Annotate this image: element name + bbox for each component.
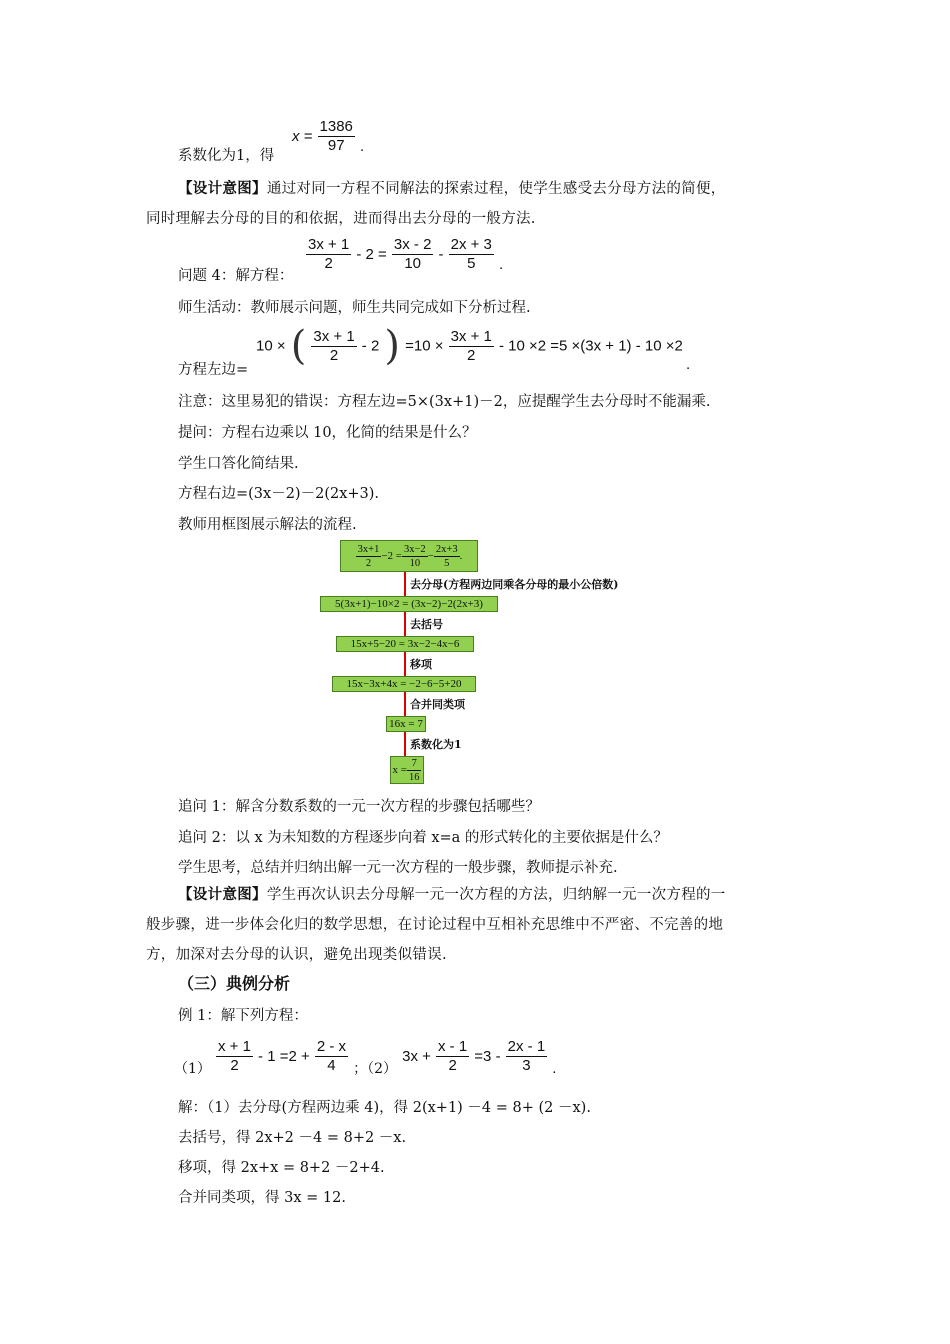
fb1-minus: − [427,550,434,562]
x-result-period: . [360,138,365,155]
fb1-frac2-num: 3x−2 [404,543,426,555]
design-intent-2 [146,880,806,970]
fb1-frac2-den: 10 [409,557,421,569]
left-side-equation [256,323,683,369]
flow-box-expanded: 5(3x+1)−10×2 = (3x−2)−2(2x+3) [320,596,498,612]
design-intent-2-text3: 方，加深对去分母的认识，避免出现类似错误. [146,947,447,963]
ex2-lhs: 3x + [402,1048,431,1065]
ls-close-paren: ) [384,323,401,369]
fb1-frac3-den: 5 [444,557,450,569]
ex1-frac-left [216,1038,253,1075]
solution-step-3: 移项，得 2x+x = 8+2 －2+4. [178,1160,385,1176]
p4-frac-2-den: 10 [404,255,421,272]
ex2-mid: =3 - [474,1048,501,1065]
p4-period: . [498,256,504,273]
fb1-frac3-num: 2x+3 [435,543,458,555]
flow-step-move-terms: 移项 [410,658,432,671]
x-fraction [318,118,355,155]
solution-step-2: 去括号，得 2x+2 －4 = 8+2 －x. [178,1130,407,1146]
fb6-num: 7 [407,757,422,771]
ex1-left-num: x + 1 [218,1038,251,1055]
attention-note: 注意：这里易犯的错误：方程左边=5×(3x+1)－2，应提醒学生去分母时不能漏乘. [178,394,711,410]
flow-box-moved: 15x−3x+4x = −2−6−5+20 [332,676,476,692]
ex2-left-num: x - 1 [438,1038,468,1055]
fb1-frac1-den: 2 [365,557,372,569]
ex2-frac-left [436,1038,469,1075]
ex1-right-den: 4 [327,1057,336,1074]
ls-inner-den: 2 [329,346,339,364]
ex1-mid: - 1 =2 + [258,1048,310,1065]
p4-frac-3 [449,236,494,273]
ex2-frac-right [506,1038,548,1075]
ls-rest: - 10 ×2 =5 ×(3x + 1) - 10 ×2 [498,337,683,355]
problem-4-label: 问题 4：解方程： [178,268,294,284]
ex1-left-den: 2 [230,1057,239,1074]
design-intent-1 [146,174,806,234]
p4-minus-two: - 2 = [356,246,387,263]
design-intent-2-lead: 【设计意图】 [178,886,267,903]
fb1-period: . [459,550,463,562]
ls-eq-ten: =10 × [405,337,444,355]
ex1-right-num: 2 - x [316,1038,347,1055]
ls-frac-den: 2 [467,346,476,364]
fb1-frac1-num: 3x+1 [357,543,380,555]
ex2-right-num: 2x - 1 [507,1038,546,1055]
student-think: 学生思考，总结并归纳出解一元一次方程的一般步骤，教师提示补充. [178,860,618,876]
flow-box-solution [390,756,424,784]
flow-step-combine: 合并同类项 [410,698,465,711]
ls-inner-num: 3x + 1 [313,327,355,345]
example-title: 例 1：解下列方程： [178,1008,308,1024]
follow-up-1: 追问 1：解含分数系数的一元一次方程的步骤包括哪些？ [178,799,540,815]
flow-step-remove-denominators: 去分母(方程两边同乘各分母的最小公倍数) [410,578,619,591]
coefficient-label: 系数化为1，得 [178,148,275,164]
section-heading: （三）典例分析 [178,974,291,993]
design-intent-1-text1: 通过对同一方程不同解法的探索过程，使学生感受去分母方法的简便， [266,181,726,197]
left-side-label: 方程左边= [178,362,249,378]
solution-step-4: 合并同类项，得 3x = 12. [178,1190,346,1206]
p4-frac-3-num: 2x + 3 [450,236,492,253]
ex1-frac-right [315,1038,348,1075]
ls-open-paren: ( [290,323,307,369]
p4-frac-2-num: 3x - 2 [393,236,432,253]
ask-note: 提问：方程右边乘以 10，化简的结果是什么？ [178,425,477,441]
fb1-mid: −2 = [381,550,403,562]
solution-step-1: 解：（1）去分母(方程两边乘 4)，得 2(x+1) －4 = 8+ (2 －x). [178,1100,591,1116]
answer-note: 学生口答化简结果. [178,456,299,472]
p4-frac-2 [392,236,434,273]
fb6-lhs: x = [392,764,407,776]
ls-inner-minus-two: - 2 [361,337,380,355]
p4-frac-1-den: 2 [324,255,333,272]
x-result-equation [292,118,364,155]
flow-step-remove-parentheses: 去括号 [410,618,443,631]
ex2-left-den: 2 [448,1057,457,1074]
flow-box-equation [340,540,478,572]
p4-minus: - [438,246,444,263]
problem-4-equation [306,236,503,273]
design-intent-2-text1: 学生再次认识去分母解一元一次方程的方法，归纳解一元一次方程的一 [266,887,726,903]
right-side-note: 方程右边=(3x－2)－2(2x+3). [178,486,380,502]
flow-box-no-parentheses: 15x+5−20 = 3x−2−4x−6 [336,636,474,652]
p4-frac-1 [306,236,351,273]
teacher-student-activity: 师生活动：教师展示问题，师生共同完成如下分析过程. [178,300,531,316]
p4-frac-1-num: 3x + 1 [308,236,350,253]
x-fraction-numerator: 1386 [319,118,353,135]
ex2-right-den: 3 [522,1057,531,1074]
ls-inner-frac [311,328,356,365]
design-intent-1-text2: 同时理解去分母的目的和依据，进而得出去分母的一般方法. [146,211,536,227]
teacher-flowchart-note: 教师用框图展示解法的流程. [178,517,357,533]
p4-frac-3-den: 5 [467,255,476,272]
example-equations [174,1038,556,1078]
x-fraction-denominator: 97 [327,137,345,154]
example-period: . [552,1060,557,1077]
design-intent-2-text2: 般步骤，进一步体会化归的数学思想，在讨论过程中互相补充思维中不严密、不完善的地 [146,917,724,933]
follow-up-2: 追问 2：以 x 为未知数的方程逐步向着 x=a 的形式转化的主要依据是什么？ [178,830,668,846]
example-part-1: （1） [174,1061,211,1077]
design-intent-1-lead: 【设计意图】 [178,180,267,197]
example-part-2: ；（2） [353,1061,398,1077]
ls-period: . [686,356,691,373]
flow-box-combined: 16x = 7 [386,716,426,732]
fb6-den: 16 [408,771,420,783]
ls-ten-times: 10 × [256,337,286,355]
x-lhs: x = [292,128,313,145]
ls-frac [449,328,494,365]
flow-step-coefficient: 系数化为1 [410,738,462,751]
ls-frac-num: 3x + 1 [450,327,492,345]
